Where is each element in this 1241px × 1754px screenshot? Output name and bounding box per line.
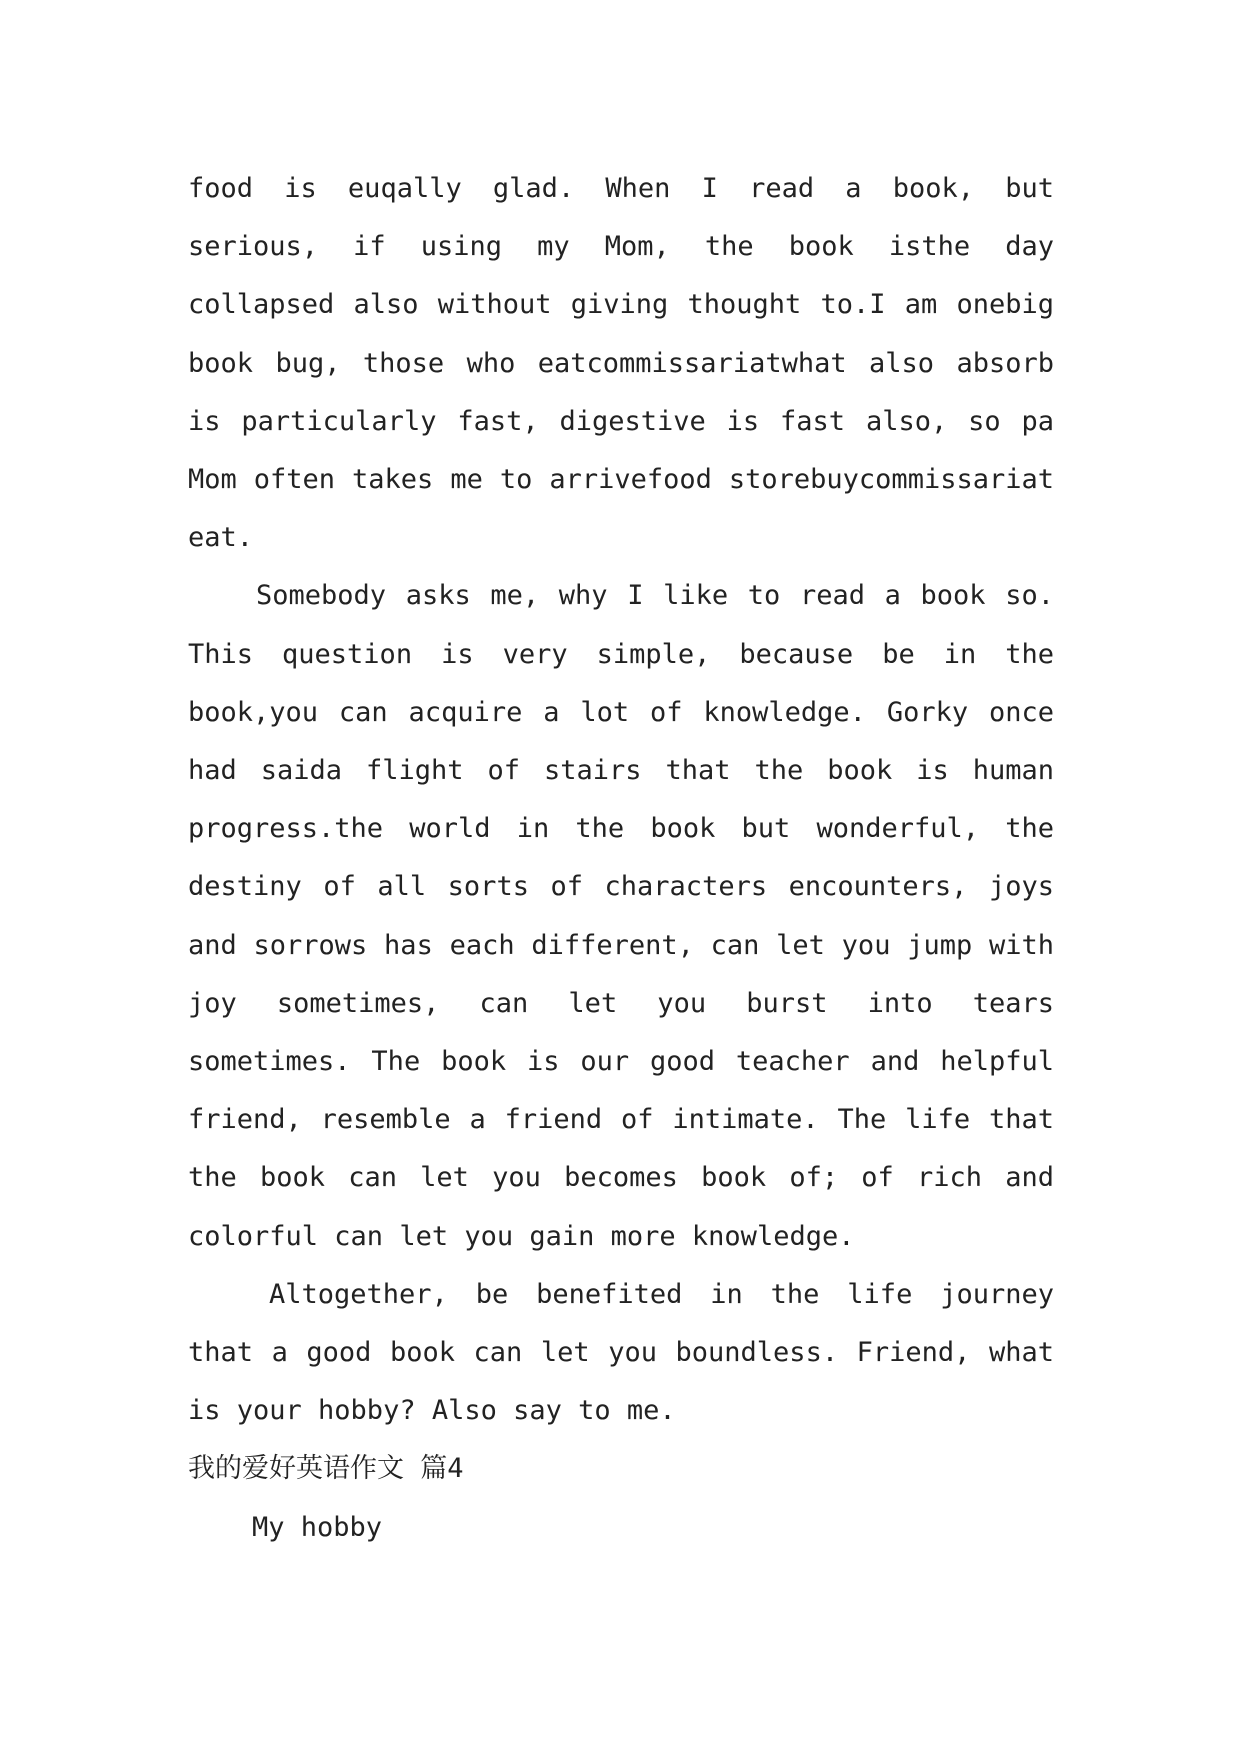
paragraph-1: food is euqally glad. When I read a book, but serious, if using my Mom, the book isthe day collapsed also without giving thought to.I am onebig book bug, those who eatcommissariatwhat also absorb is particularly fast, digestive is fast also, so pa Mom often takes me to arrivefood storebuycommissariat eat. [188,173,1054,554]
paragraph-2: Somebody asks me, why I like to read a book so. This question is very simple, because be in the book,you can acquire a lot of knowledge. Gorky once had saida flight of stairs that the book is human progress.the world in the book but wonderful, the destiny of all sorts of characters encounters, joys and sorrows has each different, can let you jump with joy sometimes, can let you burst into tears sometimes. The book is our good teacher and helpful friend, resemble a friend of intimate. The life that the book can let you becomes book of; of rich and colorful can let you gain more knowledge. [188,580,1054,1252]
document-page [188,160,1054,1557]
section-heading: 我的爱好英语作文 篇4 [188,1453,464,1485]
essay-subtitle: My hobby [252,1511,383,1543]
paragraph-3: Altogether, be benefited in the life journey that a good book can let you boundless. Friend, what is your hobby? Also say to me. [188,1278,1054,1427]
